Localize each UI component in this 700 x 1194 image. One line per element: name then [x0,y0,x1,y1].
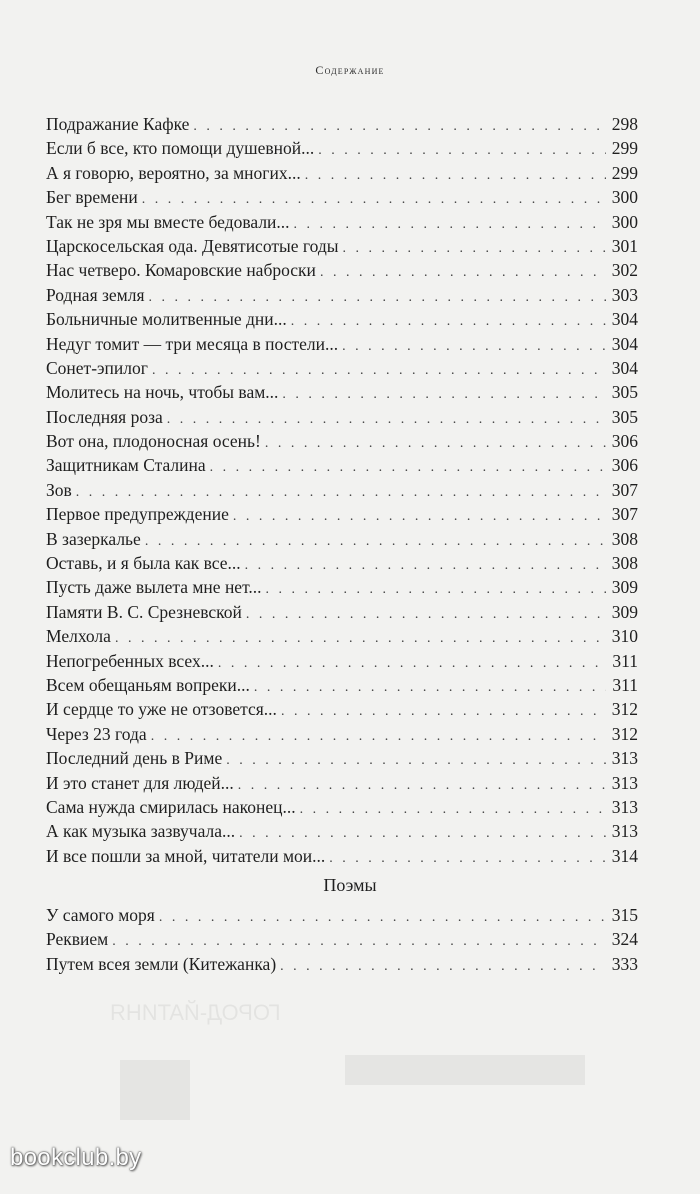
running-head: Содержание [315,63,385,77]
toc-entry [46,502,638,526]
toc-entry-title: Сама нужда смирилась наконец... [46,796,296,817]
toc-entry [46,453,638,477]
toc-entry [46,283,638,307]
toc-entry [46,927,638,951]
toc-entry-title: Всем обещаньям вопреки... [46,674,250,695]
toc-entry-title: И сердце то уже не отзовется... [46,699,277,720]
toc-entry-title: Мелхола [46,626,111,647]
toc-dot-leader [318,139,605,163]
toc-entry [46,575,638,599]
toc-dot-leader [159,906,606,930]
toc-entry-page: 308 [611,528,638,549]
toc-entry-page: 313 [611,748,638,769]
toc-entry [46,952,638,976]
toc-entry [46,551,638,575]
toc-entry-title: Последний день в Риме [46,748,223,769]
toc-entry-page: 302 [611,260,638,281]
toc-entry [46,527,638,551]
toc-entry [46,405,638,429]
toc-entry-page: 310 [611,626,638,647]
toc-entry-title: Зов [46,479,72,500]
toc-dot-leader [281,700,606,724]
toc-entry-title: У самого моря [46,905,155,925]
toc-entry-page: 305 [611,382,638,403]
toc-dot-leader [233,505,606,529]
toc-entry-title: Защитникам Сталина [46,455,206,476]
toc-dot-leader [226,749,606,773]
toc-entry-page: 305 [611,406,638,427]
toc-dot-leader [320,261,606,285]
toc-entry-title: Через 23 года [46,723,147,744]
toc-entry [46,258,638,282]
toc-entry-title: И все пошли за мной, читатели мои... [46,845,326,866]
toc-entry-page: 300 [611,187,638,208]
toc-entry [46,673,638,697]
toc-entry [46,136,638,160]
toc-dot-leader [266,578,606,602]
toc-entry-title: Оставь, и я была как все... [46,553,241,574]
toc-entry-title: Недуг томит — три месяца в постели... [46,333,339,354]
toc-entry-page: 307 [611,504,638,525]
toc-entry-page: 311 [612,674,638,695]
toc-entry [46,332,638,356]
toc-entry-page: 303 [611,284,638,305]
toc-entry-page: 313 [611,796,638,817]
toc-entry-title: Царскосельская ода. Девятисотые годы [46,235,339,256]
toc-entry [46,380,638,404]
toc-entry-page: 315 [611,905,638,925]
section-heading-poems: Поэмы [323,875,377,895]
toc-entry-page: 300 [611,211,638,232]
toc-entry [46,161,638,185]
toc-entry-page: 333 [611,953,638,974]
toc-entry [46,307,638,331]
toc-entry-page: 312 [611,699,638,720]
toc-dot-leader [342,335,606,359]
toc-entry [46,185,638,209]
toc-dot-leader [329,847,605,871]
toc-entry-page: 314 [611,845,638,866]
toc-entry [46,649,638,673]
toc-dot-leader [210,456,606,480]
toc-entry-page: 312 [611,723,638,744]
toc-entry [46,356,638,380]
toc-entry [46,697,638,721]
toc-list [46,112,638,868]
toc-entry [46,819,638,843]
toc-entry-title: Путем всея земли (Китежанка) [46,953,277,974]
toc-dot-leader [305,164,606,188]
toc-dot-leader [300,798,606,822]
toc-entry [46,795,638,819]
watermark-text: bookclub.by [10,1144,142,1171]
toc-entry-page: 304 [611,357,638,378]
toc-entry [46,600,638,624]
toc-entry-title: А как музыка зазвучала... [46,821,236,842]
toc-entry-title: Родная земля [46,284,145,305]
toc-entry-page: 299 [611,138,638,159]
toc-poems-list [46,903,638,976]
toc-entry-page: 304 [611,309,638,330]
toc-entry [46,844,638,868]
toc-entry-title: И это станет для людей... [46,772,234,793]
toc-dot-leader [280,955,606,979]
toc-entry-page: 311 [612,650,638,671]
toc-entry [46,746,638,770]
toc-entry-title: Первое предупреждение [46,504,229,525]
toc-entry-title: Больничные молитвенные дни... [46,309,287,330]
toc-entry-title: А я говорю, вероятно, за многих... [46,162,301,183]
toc-entry-title: В зазеркалье [46,528,141,549]
toc-entry [46,903,638,927]
toc-entry-title: Молитесь на ночь, чтобы вам... [46,382,279,403]
toc-entry-page: 308 [611,553,638,574]
toc-entry-page: 304 [611,333,638,354]
toc-dot-leader [246,603,606,627]
toc-entry-page: 306 [611,431,638,452]
toc-entry [46,771,638,795]
toc-entry [46,112,638,136]
toc-entry-page: 313 [611,821,638,842]
toc-entry-page: 309 [611,577,638,598]
toc-dot-leader [245,554,606,578]
toc-entry [46,624,638,648]
toc-dot-leader [218,652,607,676]
toc-entry-title: Пусть даже вылета мне нет... [46,577,262,598]
toc-entry [46,478,638,502]
toc-entry-title: Непогребенных всех... [46,650,214,671]
toc-entry-title: Бег времени [46,187,138,208]
toc-entry-page: 298 [611,114,638,134]
toc-dot-leader [265,432,606,456]
toc-dot-leader [254,676,606,700]
show-through-barcode [120,1060,190,1120]
toc-entry-page: 306 [611,455,638,476]
toc-entry [46,722,638,746]
toc-entry-title: Последняя роза [46,406,163,427]
toc-entry [46,429,638,453]
toc-entry-title: Сонет-эпилог [46,357,148,378]
toc-entry-title: Если б все, кто помощи душевной... [46,138,315,159]
show-through-text: ГОРОД-ЙАТИНЯ [110,1000,281,1025]
toc-entry-title: Нас четверо. Комаровские наброски [46,260,316,281]
toc-entry-page: 307 [611,479,638,500]
toc-entry-page: 309 [611,601,638,622]
toc-entry-title: Так не зря мы вместе бедовали... [46,211,290,232]
toc-entry-title: Подражание Кафке [46,114,190,134]
toc-dot-leader [282,383,605,407]
toc-entry [46,210,638,234]
toc-entry-page: 301 [611,235,638,256]
toc-entry [46,234,638,258]
show-through-block [345,1055,585,1085]
toc-entry-page: 324 [611,929,638,950]
toc-entry-page: 313 [611,772,638,793]
toc-entry-title: Вот она, плодоносная осень! [46,431,261,452]
toc-entry-title: Реквием [46,929,109,950]
toc-entry-title: Памяти В. С. Срезневской [46,601,242,622]
toc-dot-leader [343,237,606,261]
toc-entry-page: 299 [611,162,638,183]
